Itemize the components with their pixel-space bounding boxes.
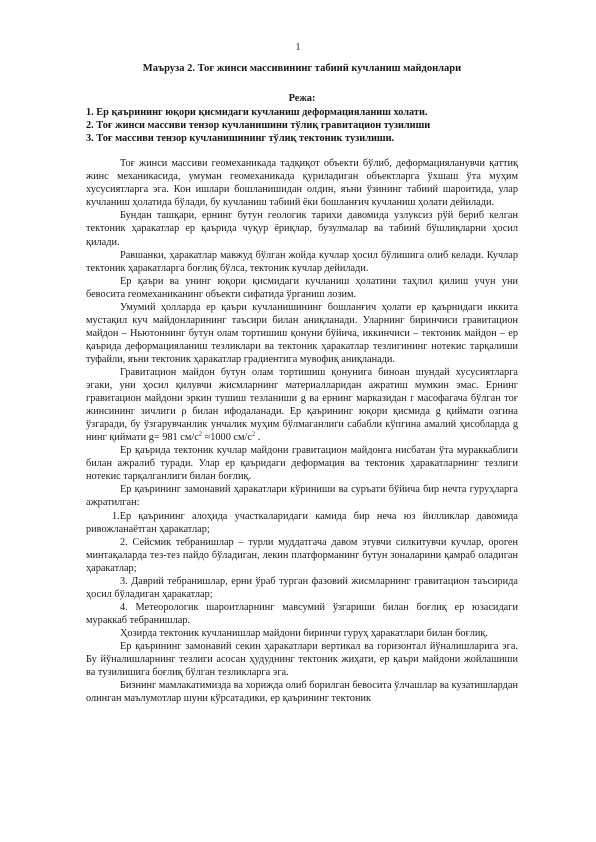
body-paragraph: Равшанки, ҳаракатлар мавжуд бўлган жойда кучлар ҳосил бўлишига олиб келади. Кучлар тектоник ҳаракатларга боғлиқ бўлса, тектоник кучлар дейилади. <box>86 249 518 274</box>
formula-mid: ≈1000 см/с <box>202 432 252 444</box>
gravity-paragraph-text: Гравитацион майдон бутун олам тортишиш қонунига биноан шундай хусусиятларга эгаки, уни ҳосил қилувчи жисмларнинг материалларидан ажратиш мумкин эмас. Ернинг гравитацион майдони эркин тушиш тезланиши g ва ернинг марказидан r масофагача бўлган тоғ жинсининг зичлиги ρ билан ифодаланади. Ер қаърининг юқори қисмида g қиймати озгина ўзгаради, бу ўзгарувчанлик унчалик муҳим бўлмаганлиги сабабли кўпгина амалий ҳисобларда g нинг қиймати <box>86 366 518 444</box>
body-paragraph: Тоғ жинси массиви геомеханикада тадқиқот объекти бўлиб, деформацияланувчи қаттиқ жинс механикасида, умуман геомеханикада қуриладиган объектларга ўхшаш ўта муҳим хусусиятларга эга. Кон ишлари бошланишидан олдин, яъни ўзининг табиий шароитида, улар кучланиш ҳолатида бўлади, бу кучланиш табиий ёки бошланғич кучланиш ҳолати дейилади. <box>86 158 518 209</box>
body-paragraph: Умумий ҳолларда ер қаъри кучланишининг бошланғич ҳолати ер қаърнидаги иккита мустақил куч майдонларининг таъсири билан аниқланади. Уларнинг биринчиси гравитацион майдон – Ньютоннинг бутун олам тортишиш қонуни бўйича, иккинчиси – тектоник майдон – ер қаърида деформацияланиш тезликлари ва тектоник ҳаракатлар тезлигининг нотекис тарқалиши туфайли, яъни тектоник ҳаракатлар градиентига мувофиқ аниқланади. <box>86 301 518 365</box>
body-paragraph: Ер қаърида тектоник кучлар майдони гравитацион майдонга нисбатан ўта мураккаблиги билан ажралиб туради. Улар ер қаъридаги деформация ва тектоник ҳаракатларнинг тезлиги нотекис тарқалганлиги билан боғлиқ. <box>86 445 518 483</box>
movement-group-item: 4. Метеорологик шароитларнинг мавсумий ўзгариши билан боғлиқ ер юзасидаги мураккаб тебранишлар. <box>86 601 518 626</box>
body-paragraph: Бундан ташқари, ернинг бутун геологик тарихи давомида узлуксиз рўй бериб келган тектоник ҳаракатлар ер қаърида чуқур ёриқлар, бузулмалар ва табиий бўшлиқларни ҳосил қилади. <box>86 210 518 248</box>
body-paragraph: Ер қаърининг замонавий секин ҳаракатлари вертикал ва горизонтал йўналишларига эга. Бу йўналишларнинг тезлиги асосан ҳудуднинг тектоник жиҳати, ер қаъри майдони жойлашиши ва тузилишига боғлиқ бўлган тезликларга эга. <box>86 640 518 679</box>
document-body <box>86 62 518 705</box>
plan-heading: Режа: <box>288 93 316 105</box>
plan-section <box>86 92 518 145</box>
gravity-formula <box>146 432 260 443</box>
formula-exponent: 2 <box>251 430 256 438</box>
formula-exponent: 2 <box>198 430 203 438</box>
body-paragraph: Ер қаърининг замонавий ҳаракатлари кўриниши ва суръати бўйича бир нечта гуруҳларга ажратилган: <box>86 484 518 509</box>
page-number: 1 <box>295 42 301 53</box>
movement-group-item: 2. Сейсмик тебранишлар – турли муддатгача давом этувчи силкитувчи кучлар, ороген минтақаларда тез-тез пайдо бўладиган, лекин платформанинг бутун зоналарини қамраб оладиган ҳаракатлар; <box>86 536 518 574</box>
movement-group-item: 3. Даврий тебранишлар, ерни ўраб турган фазовий жисмларнинг гравитацион таъсирида ҳосил бўладиган ҳаракатлар; <box>86 575 518 600</box>
movement-group-item: 1.Ер қаърининг алоҳида участкаларидаги камида бир неча юз йилликлар давомида ривожланаётган ҳаракатлар; <box>86 510 518 535</box>
body-paragraph: Бизнинг мамлакатимизда ва хорижда олиб борилган бевосита ўлчашлар ва кузатишлардан олинган маълумотлар шуни кўрсатадики, ер қаърининг тектоник <box>86 680 518 705</box>
plan-item: 1. Ер қаърининг юқори қисмидаги кучланиш деформацияланиш холати. <box>86 107 428 119</box>
formula-end: . <box>255 432 261 444</box>
plan-item: 2. Тоғ жинси массиви тензор кучланишини тўлиқ гравитацион тузилиши <box>86 120 431 132</box>
body-paragraph: Ер қаъри ва унинг юқори қисмидаги кучланиш ҳолатини таҳлил қилиш учун уни бевосита геомеханиканинг объекти сифатида ўрганиш лозим. <box>86 275 518 300</box>
gravity-paragraph <box>86 366 518 444</box>
plan-item: 3. Тоғ массиви тензор кучланишининг тўлиқ тектоник тузилиши. <box>86 133 395 145</box>
lecture-title: Маъруза 2. Тоғ жинси массивининг табиий кучланиш майдонлари <box>142 63 462 74</box>
body-paragraph: Ҳозирда тектоник кучланишлар майдони биринчи гуруҳ ҳаракатлари билан боғлиқ. <box>120 627 488 639</box>
formula-g: g= 981 см/с <box>148 432 199 444</box>
